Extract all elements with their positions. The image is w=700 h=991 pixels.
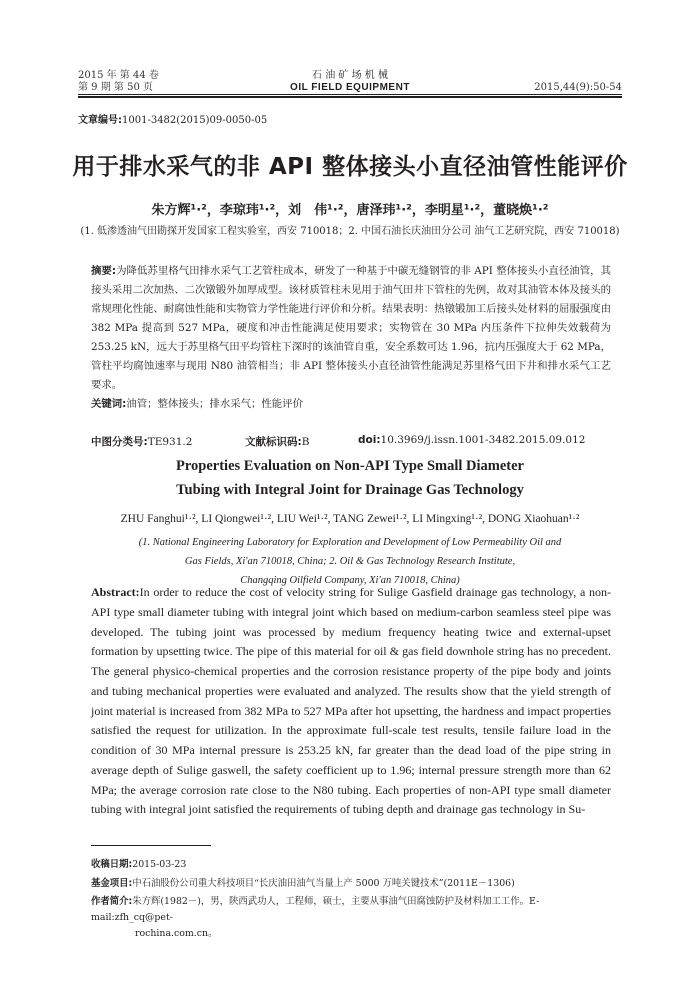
author-list-en: ZHU Fanghui¹·², LI Qiongwei¹·², LIU Wei¹·², TANG Zewei¹·², LI Mingxing¹·², DONG Xiaohuan¹·² bbox=[120, 513, 580, 525]
fund-label: 基金项目: bbox=[91, 878, 133, 889]
year-volume: 2015 年 第 44 卷 bbox=[78, 70, 159, 81]
doc-code-label: 文献标识码: bbox=[245, 436, 302, 448]
article-number-label: 文章编号: bbox=[78, 115, 122, 126]
keywords-label: 关键词: bbox=[91, 398, 127, 410]
abstract-cn bbox=[91, 262, 611, 395]
author-bio bbox=[91, 894, 611, 942]
doi bbox=[358, 434, 585, 446]
affiliation-en-line-1: (1. National Engineering Laboratory for Exploration and Development of Low Permeability Oil and bbox=[138, 537, 562, 548]
footnote-rule bbox=[91, 845, 211, 846]
affiliations-cn: (1. 低渗透油气田勘探开发国家工程实验室，西安 710018；2. 中国石油长庆油田分公司 油气工艺研究院，西安 710018) bbox=[80, 226, 620, 237]
clc-label: 中图分类号: bbox=[91, 436, 148, 448]
paper-title-en-line-2: Tubing with Integral Joint for Drainage Gas Technology bbox=[176, 482, 524, 498]
article-number-value: 1001-3482(2015)09-0050-05 bbox=[122, 115, 268, 126]
received-value: 2015-03-23 bbox=[132, 859, 187, 870]
header-rule-thick bbox=[78, 96, 622, 98]
abstract-cn-text: 为降低苏里格气田排水采气工艺管柱成本，研发了一种基于中碳无缝钢管的非 API 整体接头小直径油管，其接头采用二次加热、二次镦锻外加厚成型。该材质管柱未见用于油气田井下管柱的先例，故对其油管本体及接头的常规理化性能、耐腐蚀性能和实物管力学性能进行评价和分析。结果表明：热镦锻加工后接头处材料的屈服强度由 382 MPa 提高到 527 MPa，硬度和冲击性能满足使用要求；实物管在 30 MPa 内压条件下拉伸失效载荷为 253.25 kN，远大于苏里格气田平均管柱下深时的该油管自重，安全系数可达 1.96，抗内压强度大于 62 MPa，管柱平均腐蚀速率与现用 N80 油管相当；非 API 整体接头小直径油管性能满足苏里格气田下井和排水采气工艺要求。 bbox=[91, 265, 611, 391]
clc-number bbox=[91, 434, 192, 449]
affiliation-en-line-2: Gas Fields, Xi'an 710018, China; 2. Oil & Gas Technology Research Institute, bbox=[184, 556, 516, 567]
author-list-cn: 朱方辉¹·²，李琼玮¹·²，刘 伟¹·²，唐泽玮¹·²，李明星¹·²，董晓焕¹·² bbox=[151, 203, 549, 218]
article-number bbox=[78, 111, 267, 126]
doi-label: doi: bbox=[358, 434, 381, 446]
doi-value: 10.3969/j.issn.1001-3482.2015.09.012 bbox=[380, 434, 586, 446]
keywords-cn bbox=[91, 395, 611, 414]
doc-code-value: B bbox=[301, 436, 310, 448]
issue-page: 第 9 期 第 50 页 bbox=[78, 82, 153, 93]
clc-value: TE931.2 bbox=[147, 436, 193, 448]
header-rule-thin bbox=[78, 94, 622, 95]
document-code bbox=[245, 434, 309, 449]
received-date bbox=[91, 857, 611, 873]
abstract-en bbox=[91, 583, 611, 820]
affiliation-en-line-3: Changqing Oilfield Company, Xi'an 710018, China) bbox=[240, 575, 460, 586]
citation: 2015,44(9):50-54 bbox=[534, 82, 622, 93]
paper-title-en-line-1: Properties Evaluation on Non-API Type Small Diameter bbox=[176, 458, 524, 474]
abstract-en-text: In order to reduce the cost of velocity string for Sulige Gasfield drainage gas technology, a non-API type small diameter tubing with integral joint which based on medium-carbon seamless steel pipe was developed. The tubing joint was processed by medium frequency heating twice and external-upset formation by upsetting twice. The pipe of this material for oil & gas field downhole string has no precedent. The general physico-chemical properties and the corrosion resistance property of the pipe body and joints and tubing mechanical properties were evaluated and analyzed. The results show that the yield strength of joint material is increased from 382 MPa to 527 MPa after hot upsetting, the hardness and impact properties satisfied the request for utilization. In the approximate full-scale test results, tensile failure load in the condition of 30 MPa internal pressure is 253.25 kN, far greater than the dead load of the pipe string in average depth of Sulige gaswell, the safety coefficient up to 1.96; internal pressure strength more than 62 MPa; the average corrosion rate close to the N80 tubing. Each properties of non-API type small diameter tubing with integral joint satisfied the requirements of tubing depth and drainage gas technology in Su- bbox=[91, 585, 611, 817]
classification-row bbox=[91, 434, 611, 450]
abstract-cn-label: 摘要: bbox=[91, 265, 117, 277]
affiliations-en bbox=[80, 533, 620, 590]
keywords-text: 油管；整体接头；排水采气；性能评价 bbox=[126, 398, 303, 410]
fund-project bbox=[91, 876, 611, 892]
author-email-cont: rochina.com.cn。 bbox=[135, 928, 218, 939]
paper-title-cn: 用于排水采气的非 API 整体接头小直径油管性能评价 bbox=[72, 154, 628, 180]
fund-value: 中石油股份公司重大科技项目“长庆油田油气当量上产 5000 万吨关键技术”(2011E－1306) bbox=[132, 878, 515, 889]
author-bio-label: 作者简介: bbox=[91, 896, 133, 907]
journal-name bbox=[250, 70, 450, 94]
author-bio-text: 朱方辉(1982－)，男，陕西武功人，工程师，硕士，主要从事油气田腐蚀防护及材料加工工作。E-mail:zfh_cq@pet- bbox=[91, 896, 540, 923]
received-label: 收稿日期: bbox=[91, 859, 133, 870]
abstract-en-label: Abstract: bbox=[91, 585, 140, 599]
journal-name-en: OIL FIELD EQUIPMENT bbox=[290, 82, 410, 93]
journal-volume-info bbox=[78, 70, 159, 94]
journal-name-cn: 石 油 矿 场 机 械 bbox=[312, 70, 388, 81]
